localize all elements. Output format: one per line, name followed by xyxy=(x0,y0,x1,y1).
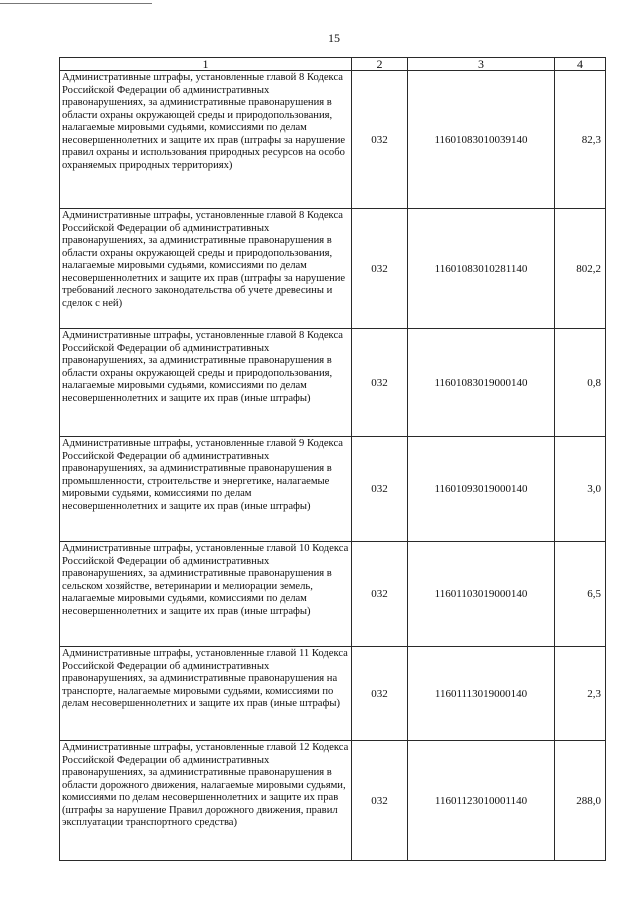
table-row xyxy=(60,209,606,329)
fine-description-text: Административные штрафы, установленные главой 8 Кодекса Российской Федерации об административных правонарушениях, за административные правонарушения в области охраны окружающей среды и природопользования, налагаемые мировыми судьями, комиссиями по делам несовершеннолетних и защите их прав (штрафы за нарушение правил охраны и использования природных ресурсов на особо охраняемых природных территориях) xyxy=(62,72,346,171)
amount: 802,2 xyxy=(576,262,601,275)
table-row xyxy=(60,329,606,437)
amount: 6,5 xyxy=(587,588,601,600)
table-row xyxy=(60,647,606,741)
table-row xyxy=(60,741,606,861)
admin-code: 032 xyxy=(352,741,408,861)
amount: 82,3 xyxy=(581,133,601,146)
header-col-2: 2 xyxy=(352,58,408,71)
fine-description xyxy=(60,329,352,437)
admin-code: 032 xyxy=(352,329,408,437)
admin-code: 032 xyxy=(352,209,408,329)
fine-description xyxy=(60,647,352,741)
fine-description xyxy=(60,542,352,647)
fine-description-text: Административные штрафы, установленные главой 8 Кодекса Российской Федерации об административных правонарушениях, за административные правонарушения в области охраны окружающей среды и природопользования, налагаемые мировыми судьями, комиссиями по делам несовершеннолетних и защите их прав (иные штрафы) xyxy=(62,330,343,404)
budget-classification-code: 11601093019000140 xyxy=(408,437,555,542)
amount: 3,0 xyxy=(587,483,601,495)
budget-classification-code: 11601083019000140 xyxy=(408,329,555,437)
table-row xyxy=(60,71,606,209)
fine-description xyxy=(60,209,352,329)
page-number: 15 xyxy=(328,31,340,45)
amount: 0,8 xyxy=(587,376,601,389)
fine-description xyxy=(60,71,352,209)
amount-cell xyxy=(555,542,606,647)
amount-cell xyxy=(555,329,606,437)
budget-classification-code: 11601103019000140 xyxy=(408,542,555,647)
admin-code: 032 xyxy=(352,437,408,542)
amount: 288,0 xyxy=(576,794,601,807)
amount: 2,3 xyxy=(587,687,601,700)
header-col-1: 1 xyxy=(60,58,352,71)
budget-classification-code: 11601113019000140 xyxy=(408,647,555,741)
header-col-4: 4 xyxy=(555,58,606,71)
table-row xyxy=(60,542,606,647)
admin-code: 032 xyxy=(352,71,408,209)
amount-cell xyxy=(555,647,606,741)
fine-description xyxy=(60,437,352,542)
budget-classification-code: 11601123010001140 xyxy=(408,741,555,861)
header-row xyxy=(60,58,606,71)
fine-description-text: Административные штрафы, установленные главой 10 Кодекса Российской Федерации об административных правонарушениях, за административные правонарушения в сельском хозяйстве, ветеринарии и мелиорации земель, налагаемые мировыми судьями, комиссиями по делам несовершеннолетних и защите их прав (иные штрафы) xyxy=(62,543,349,617)
fines-table xyxy=(59,57,606,861)
amount-cell xyxy=(555,71,606,209)
amount-cell xyxy=(555,741,606,861)
fine-description xyxy=(60,741,352,861)
admin-code: 032 xyxy=(352,542,408,647)
budget-classification-code: 11601083010281140 xyxy=(408,209,555,329)
top-rule xyxy=(0,3,152,4)
admin-code: 032 xyxy=(352,647,408,741)
fine-description-text: Административные штрафы, установленные главой 9 Кодекса Российской Федерации об административных правонарушениях, за административные правонарушения в промышленности, строительстве и энергетике, налагаемые мировыми судьями, комиссиями по делам несовершеннолетних и защите их прав (иные штрафы) xyxy=(62,438,343,512)
amount-cell xyxy=(555,437,606,542)
fine-description-text: Административные штрафы, установленные главой 11 Кодекса Российской Федерации об административных правонарушениях, за административные правонарушения на транспорте, налагаемые мировыми судьями, комиссиями по делам несовершеннолетних и защите их прав (иные штрафы) xyxy=(62,648,348,709)
fine-description-text: Административные штрафы, установленные главой 8 Кодекса Российской Федерации об административных правонарушениях, за административные правонарушения в области охраны окружающей среды и природопользования, налагаемые мировыми судьями, комиссиями по делам несовершеннолетних и защите их прав (штрафы за нарушение требований лесного законодательства об учете древесины и сделок с ней) xyxy=(62,210,346,309)
table-row xyxy=(60,437,606,542)
header-col-3: 3 xyxy=(408,58,555,71)
budget-classification-code: 11601083010039140 xyxy=(408,71,555,209)
fine-description-text: Административные штрафы, установленные главой 12 Кодекса Российской Федерации об административных правонарушениях, за административные правонарушения в области дорожного движения, налагаемые мировыми судьями, комиссиями по делам несовершеннолетних и защите их прав (штрафы за нарушение Правил дорожного движения, правил эксплуатации транспортного средства) xyxy=(62,742,349,828)
amount-cell xyxy=(555,209,606,329)
